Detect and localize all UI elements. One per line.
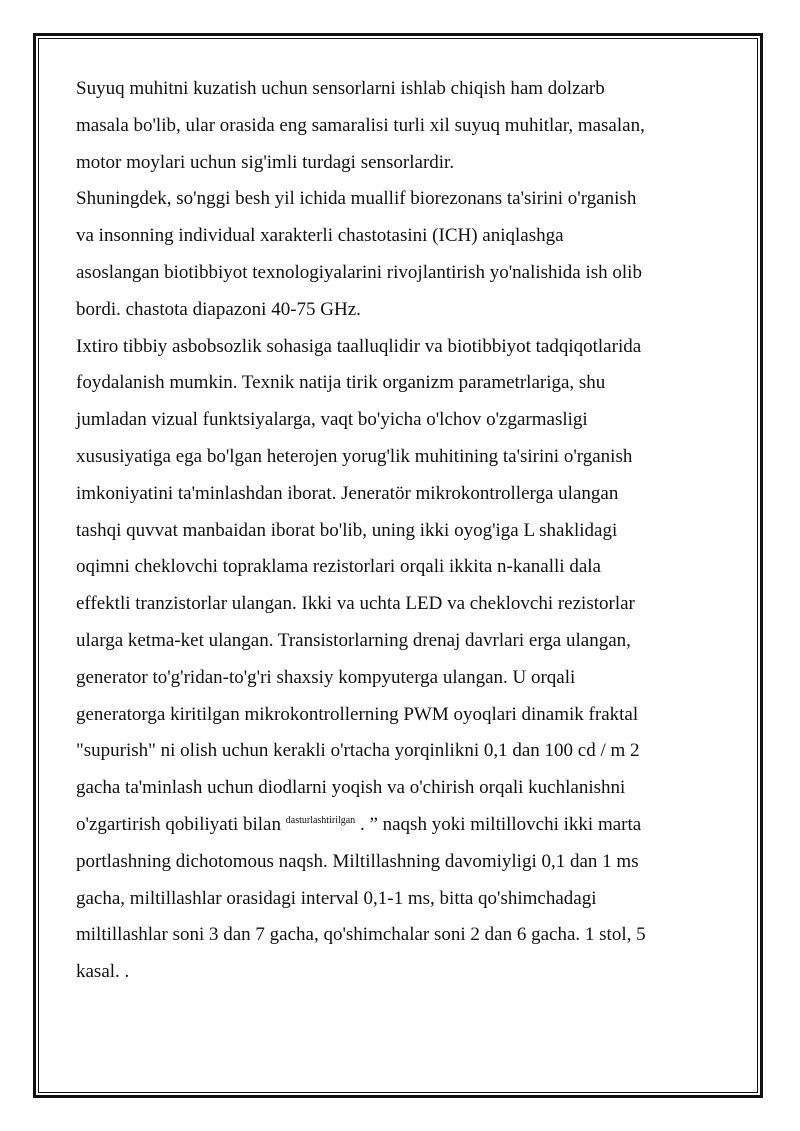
- text-line: imkoniyatini ta'minlashdan iborat. Jeneratör mikrokontrollerga ulangan: [76, 482, 619, 504]
- text-line: tashqi quvvat manbaidan iborat bo'lib, uning ikki oyog'iga L shaklidagi: [76, 519, 618, 541]
- text-segment: . ” naqsh yoki miltillovchi ikki marta: [355, 813, 642, 835]
- text-segment: o'zgartirish qobiliyati bilan: [76, 813, 286, 835]
- text-line: masala bo'lib, ular orasida eng samaralisi turli xil suyuq muhitlar, masalan,: [76, 114, 645, 136]
- text-line: generator to'g'ridan-to'g'ri shaxsiy kompyuterga ulangan. U orqali: [76, 666, 576, 688]
- text-line: jumladan vizual funktsiyalarga, vaqt bo'yicha o'lchov o'zgarmasligi: [76, 409, 588, 431]
- text-line: gacha, miltillashlar orasidagi interval 0,1-1 ms, bitta qo'shimchadagi: [76, 887, 597, 909]
- text-line: effektli tranzistorlar ulangan. Ikki va uchta LED va cheklovchi rezistorlar: [76, 593, 635, 615]
- inline-small-note: dasturlashtirilgan: [285, 814, 356, 826]
- text-line: xususiyatiga ega bo'lgan heterojen yorug'lik muhitining ta'sirini o'rganish: [76, 445, 633, 467]
- text-line: ularga ketma-ket ulangan. Transistorlarning drenaj davrlari erga ulangan,: [76, 629, 631, 651]
- text-line: miltillashlar soni 3 dan 7 gacha, qo'shimchalar soni 2 dan 6 gacha. 1 stol, 5: [76, 924, 646, 946]
- paragraph-3: [76, 329, 736, 991]
- text-line: kasal. .: [76, 961, 130, 983]
- text-line: generatorga kiritilgan mikrokontrollerning PWM oyoqlari dinamik fraktal: [76, 703, 639, 725]
- document-body: [76, 71, 736, 991]
- paragraph-2: [76, 181, 736, 328]
- paragraph-1: [76, 71, 736, 181]
- text-line: Shuningdek, so'nggi besh yil ichida muallif biorezonans ta'sirini o'rganish: [76, 188, 637, 210]
- text-line: motor moylari uchun sig'imli turdagi sensorlardir.: [76, 151, 455, 173]
- text-line-with-note: [76, 814, 641, 835]
- text-line: Ixtiro tibbiy asbobsozlik sohasiga taalluqlidir va biotibbiyot tadqiqotlarida: [76, 335, 642, 357]
- text-line: portlashning dichotomous naqsh. Miltillashning davomiyligi 0,1 dan 1 ms: [76, 850, 639, 872]
- text-line: Suyuq muhitni kuzatish uchun sensorlarni ishlab chiqish ham dolzarb: [76, 78, 605, 99]
- text-line: gacha ta'minlash uchun diodlarni yoqish va o'chirish orqali kuchlanishni: [76, 777, 626, 799]
- text-line: oqimni cheklovchi topraklama rezistorlari orqali ikkita n-kanalli dala: [76, 556, 601, 578]
- text-line: va insonning individual xarakterli chastotasini (ICH) aniqlashga: [76, 225, 564, 247]
- text-line: bordi. chastota diapazoni 40-75 GHz.: [76, 298, 361, 320]
- text-line: asoslangan biotibbiyot texnologiyalarini rivojlantirish yo'nalishida ish olib: [76, 261, 642, 283]
- text-line: "supurish" ni olish uchun kerakli o'rtacha yorqinlikni 0,1 dan 100 cd / m 2: [76, 740, 640, 762]
- text-line: foydalanish mumkin. Texnik natija tirik organizm parametrlariga, shu: [76, 372, 606, 394]
